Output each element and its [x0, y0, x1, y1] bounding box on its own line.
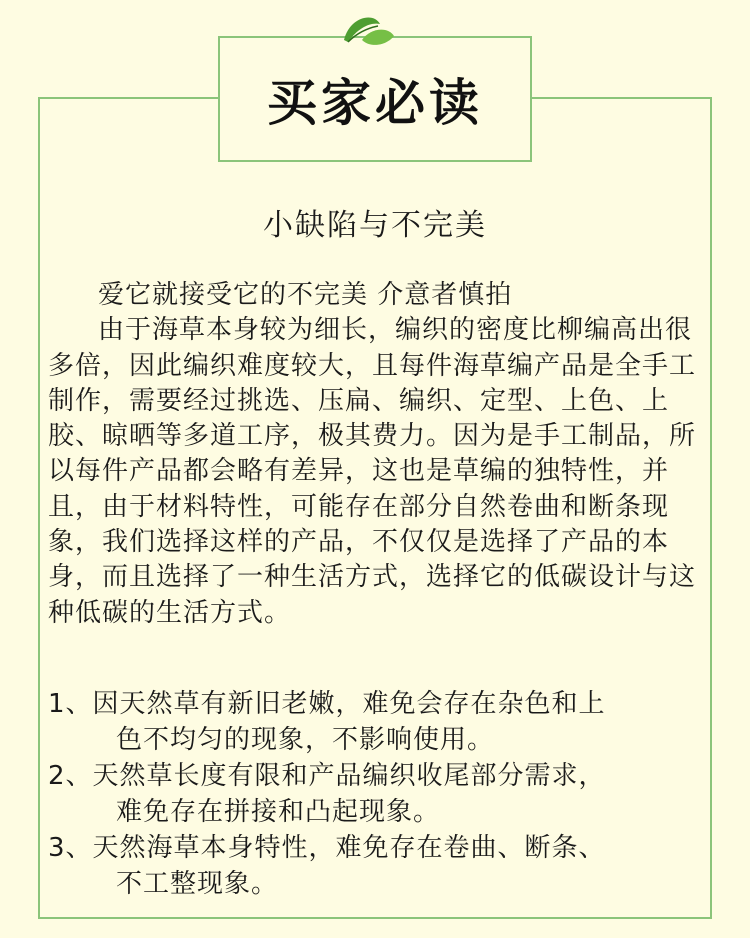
intro-line: 爱它就接受它的不完美 介意者慎拍 — [98, 280, 513, 310]
notes-list — [48, 686, 704, 902]
intro-text — [48, 278, 704, 631]
list-item — [48, 830, 704, 902]
page-title: 买家必读 — [267, 73, 483, 132]
note-continuation: 难免存在拼接和凸起现象。 — [116, 797, 441, 827]
note-first-line: 1、因天然草有新旧老嫩，难免会存在杂色和上 — [48, 689, 606, 719]
list-item — [48, 758, 704, 830]
note-first-line: 3、天然海草本身特性，难免存在卷曲、断条、 — [48, 833, 606, 863]
note-first-line: 2、天然草长度有限和产品编织收尾部分需求， — [48, 761, 606, 791]
list-item — [48, 686, 704, 758]
section-subtitle: 小缺陷与不完美 — [263, 208, 487, 243]
intro-paragraph: 由于海草本身较为细长，编织的密度比柳编高出很多倍，因此编织难度较大，且每件海草编产品是全手工制作，需要经过挑选、压扁、编织、定型、上色、上胶、晾晒等多道工序，极其费力。因为是手工制品，所以每件产品都会略有差异，这也是草编的独特性，并且，由于材料特性，可能存在部分自然卷曲和断条现象，我们选择这样的产品，不仅仅是选择了产品的本身，而且选择了一种生活方式，选择它的低碳设计与这种低碳的生活方式。 — [48, 315, 697, 628]
note-continuation: 色不均匀的现象，不影响使用。 — [116, 725, 495, 755]
leaf-icon — [340, 10, 398, 50]
note-continuation: 不工整现象。 — [116, 869, 279, 899]
title-box — [218, 36, 532, 162]
